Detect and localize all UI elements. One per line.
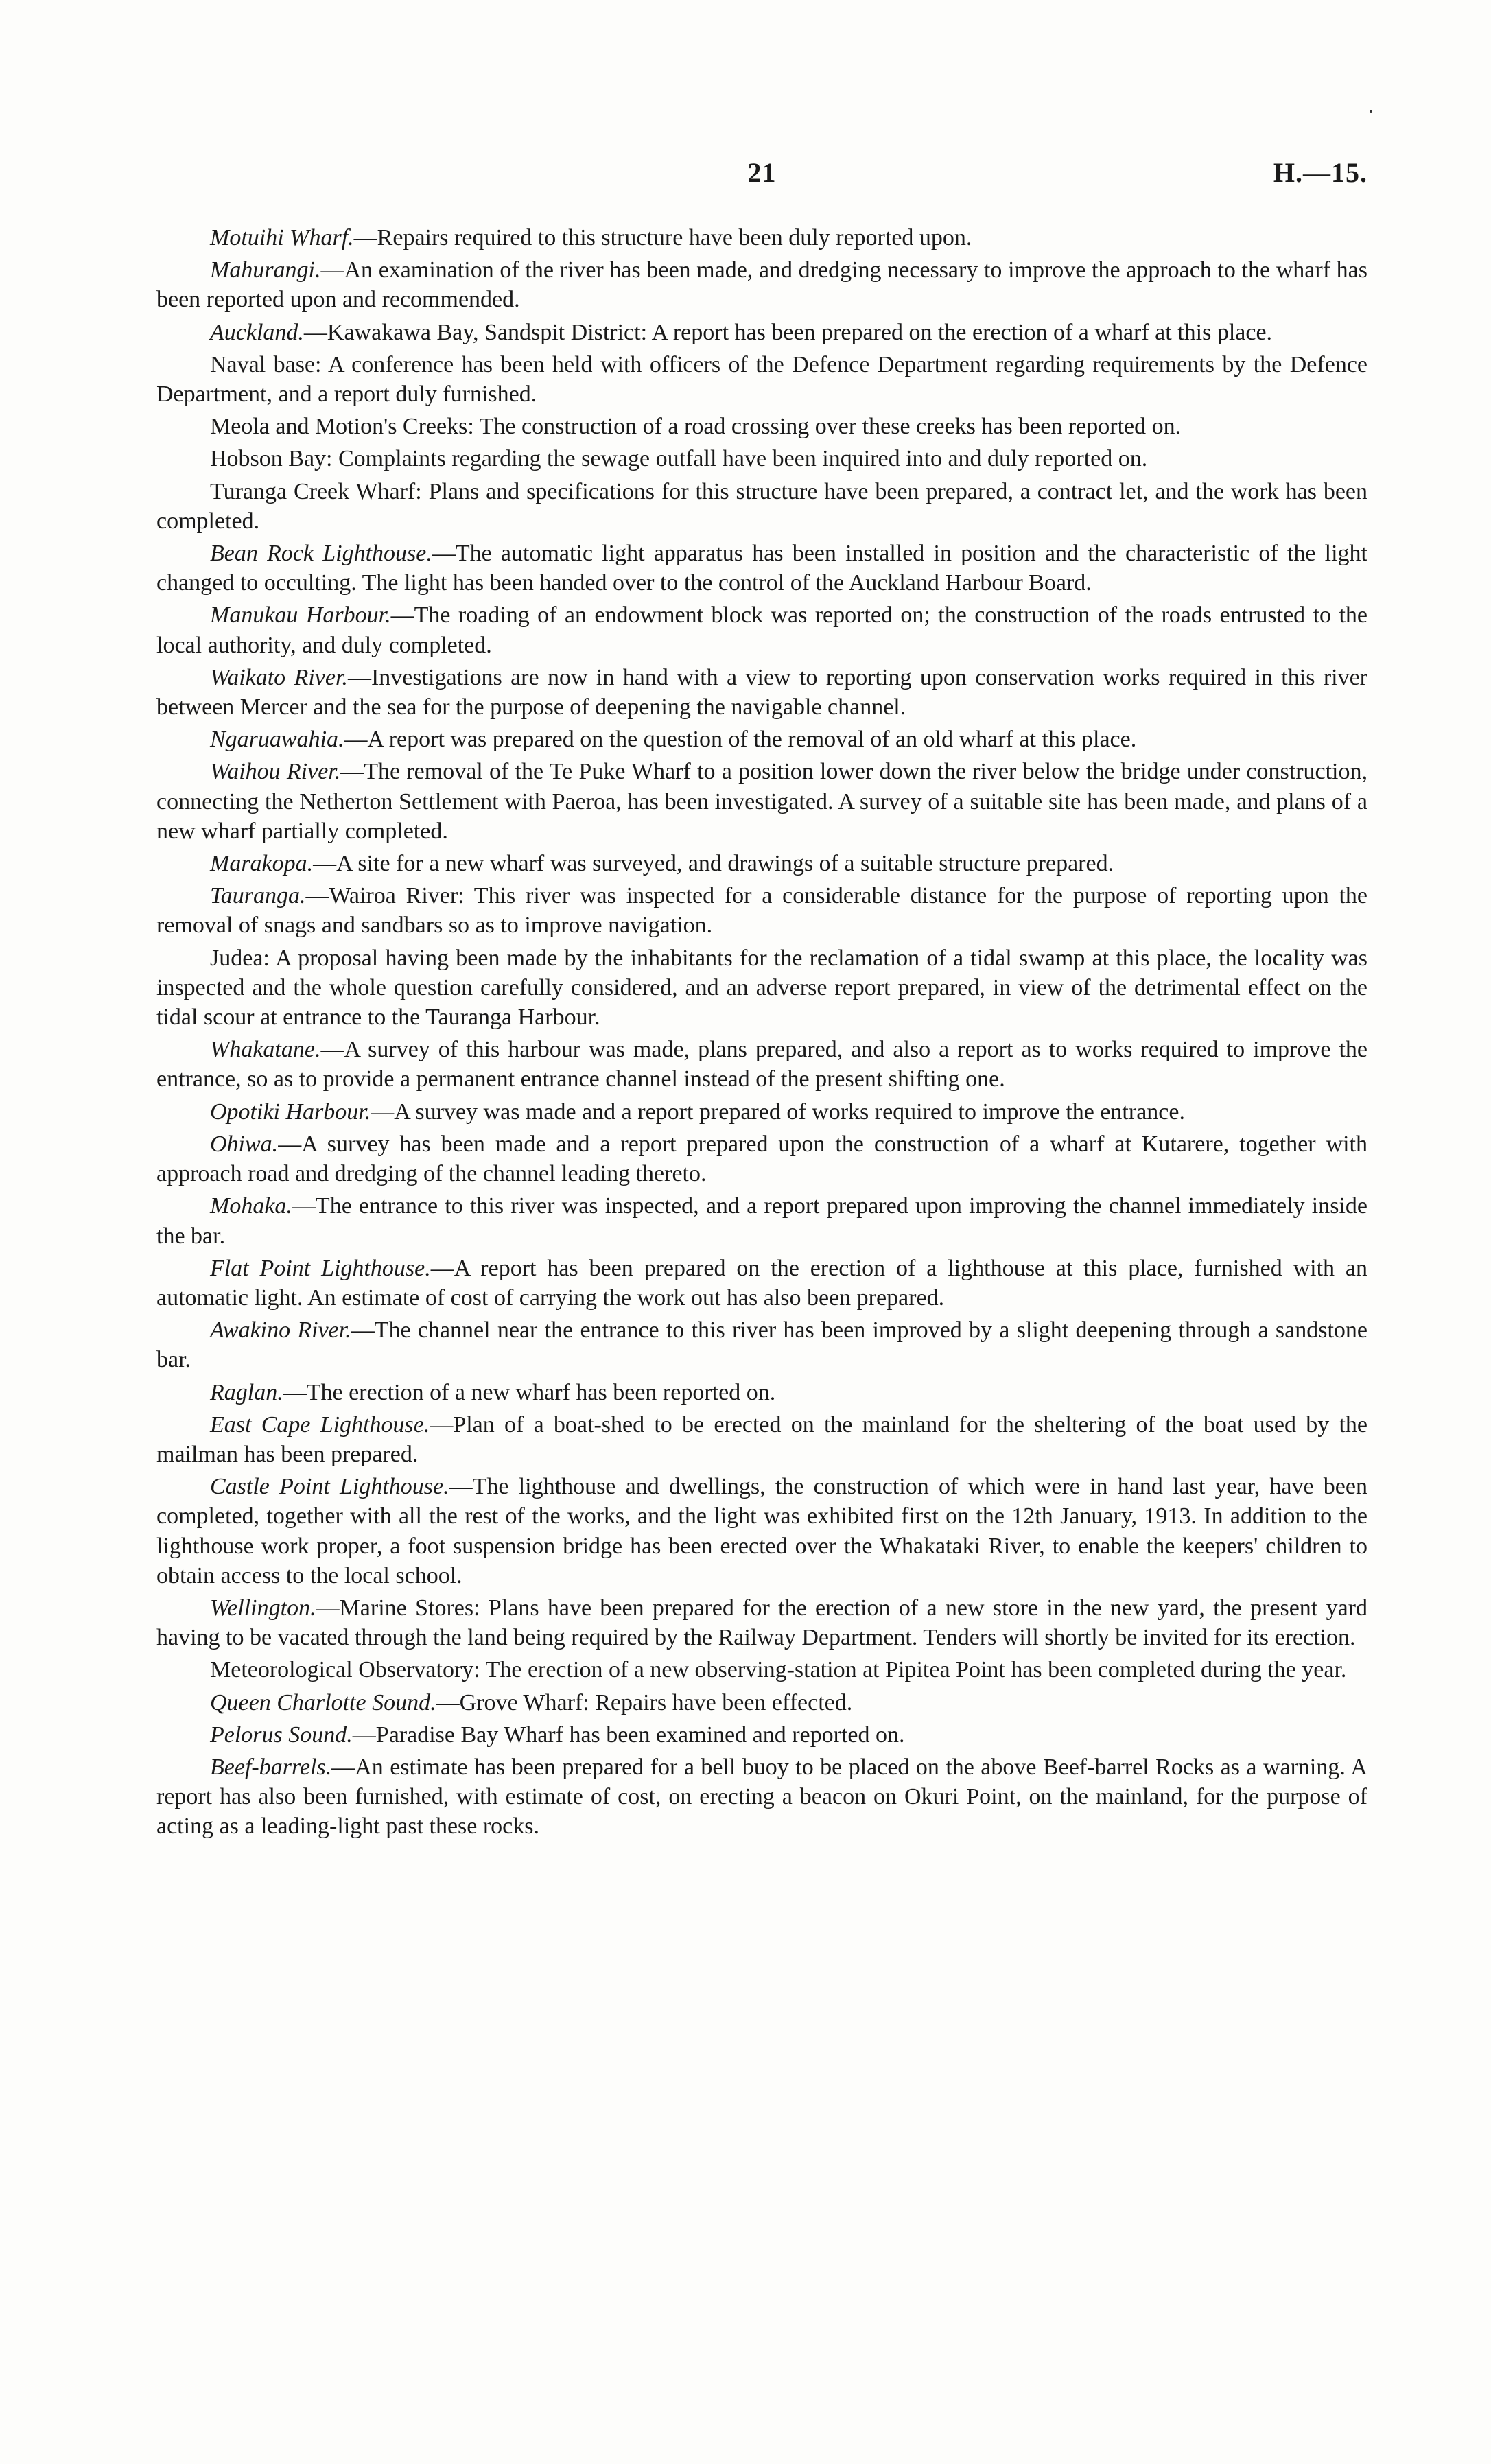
paragraph-text: —A survey has been made and a report prepared upon the construction of a wharf at Kutarere, together with approach road and dredging of the channel leading thereto. [156,1131,1367,1187]
paragraph-heading: Beef-barrels. [210,1754,332,1780]
paragraph-text: —Wairoa River: This river was inspected for a considerable distance for the purpose of reporting upon the removal of snags and sandbars so as to improve navigation. [156,883,1367,939]
paragraph-heading: Auckland. [210,319,304,345]
paragraph [156,350,1367,409]
paragraph [156,1472,1367,1591]
paragraph-text: —An estimate has been prepared for a bell buoy to be placed on the above Beef-barrel Rocks as a warning. A report has also been furnished, with estimate of cost, on erecting a beacon on Okuri Point, on the mainland, for the purpose of acting as a leading-light past these rocks. [156,1754,1367,1840]
paragraph [156,477,1367,536]
paragraph-heading: Awakino River. [210,1317,351,1344]
paragraph-text: —The automatic light apparatus has been installed in position and the characteristic of the light changed to occulting. The light has been handed over to the control of the Auckland Harbour Board. [156,541,1367,596]
paragraph-text: —A report was prepared on the question of the removal of an old wharf at this place. [344,727,1137,753]
paragraph-heading: East Cape Lighthouse. [210,1411,430,1438]
paragraph [156,1655,1367,1685]
paragraph-heading: Mahurangi. [210,257,321,283]
paragraph-text: Meola and Motion's Creeks: The construction of a road crossing over these creeks has been reported on. [210,414,1182,440]
paragraph-heading: Mohaka. [210,1193,292,1219]
paragraph [156,757,1367,846]
paragraph [156,1254,1367,1313]
paragraph-heading: Whakatane. [210,1037,321,1063]
paragraph [156,412,1367,441]
paragraph [156,881,1367,940]
paragraph-text: Naval base: A conference has been held with officers of the Defence Department regarding requirements by the Defence Department, and a report duly furnished. [156,351,1367,408]
paragraph-heading: Waikato River. [210,664,348,690]
paragraph-text: —The erection of a new wharf has been reported on. [283,1379,776,1405]
paragraph [156,1688,1367,1717]
paragraph [156,663,1367,722]
paragraph-text: —The roading of an endowment block was reported on; the construction of the roads entrusted to the local authority, and duly completed. [156,602,1367,658]
paragraph-heading: Ngaruawahia. [210,727,344,753]
paragraph [156,600,1367,659]
paragraph [156,1720,1367,1750]
report-body [156,223,1367,1844]
paragraph-heading: Bean Rock Lighthouse. [210,541,432,567]
paragraph-text: —A survey was made and a report prepared of works required to improve the entrance. [371,1099,1185,1125]
paragraph [156,444,1367,473]
paragraph-text: —Paradise Bay Wharf has been examined and reported on. [352,1722,905,1748]
paragraph-heading: Flat Point Lighthouse. [210,1255,431,1281]
paragraph-heading: Ohiwa. [210,1131,279,1157]
paragraph-text: Meteorological Observatory: The erection of a new observing-station at Pipitea Point has been completed during the year. [210,1657,1347,1683]
paragraph-text: —Marine Stores: Plans have been prepared for the erection of a new store in the new yard, the present yard having to be vacated through the land being required by the Railway Department. Tenders will shortly be invited for its erection. [156,1595,1367,1651]
paragraph [156,1410,1367,1469]
paragraph-text: —A survey of this harbour was made, plans prepared, and also a report as to works required to improve the entrance, so as to provide a permanent entrance channel instead of the present shifting one. [156,1037,1367,1092]
paragraph-heading: Pelorus Sound. [210,1722,353,1748]
paragraph-text: —Grove Wharf: Repairs have been effected. [436,1689,853,1715]
scan-speck [1370,110,1372,113]
paragraph-text: —The channel near the entrance to this river has been improved by a slight deepening through a sandstone bar. [156,1317,1367,1373]
paragraph-heading: Waihou River. [210,759,341,785]
paragraph [156,849,1367,878]
paragraph [156,1752,1367,1842]
page-number: 21 [747,157,777,188]
paragraph-heading: Raglan. [210,1379,283,1405]
paragraph [156,1593,1367,1652]
paragraph [156,255,1367,314]
paragraph [156,943,1367,1033]
paragraph-text: —Plan of a boat-shed to be erected on the mainland for the sheltering of the boat used by the mailman has been prepared. [156,1411,1367,1467]
paragraph-text: —The entrance to this river was inspected, and a report prepared upon improving the channel immediately inside the bar. [156,1193,1367,1249]
paragraph-text: Hobson Bay: Complaints regarding the sewage outfall have been inquired into and duly reported on. [210,446,1148,472]
paragraph [156,1097,1367,1127]
paragraph-text: —Repairs required to this structure have been duly reported upon. [353,225,972,250]
paragraph-text: —An examination of the river has been made, and dredging necessary to improve the approach to the wharf has been reported upon and recommended. [156,257,1367,313]
paragraph-heading: Castle Point Lighthouse. [210,1474,449,1500]
paragraph-text: —A site for a new wharf was surveyed, and drawings of a suitable structure prepared. [313,851,1114,877]
paragraph [156,725,1367,754]
paragraph-text: Judea: A proposal having been made by the inhabitants for the reclamation of a tidal swamp at this place, the locality was inspected and the whole question carefully considered, and an adverse report prepared, in view of the detrimental effect on the tidal scour at entrance to the Tauranga Harbour. [156,945,1367,1031]
page-header [156,156,1367,198]
paragraph [156,1378,1367,1407]
document-reference: H.—15. [1273,157,1367,188]
paragraph-heading: Wellington. [210,1595,316,1621]
paragraph-heading: Opotiki Harbour. [210,1099,371,1125]
paragraph-heading: Marakopa. [210,851,314,877]
paragraph-text: Turanga Creek Wharf: Plans and specifications for this structure have been prepared, a contract let, and the work has been completed. [156,478,1367,534]
paragraph-text: —Investigations are now in hand with a view to reporting upon conservation works required in this river between Mercer and the sea for the purpose of deepening the navigable channel. [156,664,1367,720]
paragraph [156,1035,1367,1094]
paragraph-heading: Motuihi Wharf. [210,225,354,250]
paragraph [156,1191,1367,1250]
paragraph-heading: Tauranga. [210,883,306,909]
paragraph-heading: Queen Charlotte Sound. [210,1689,436,1715]
paragraph [156,223,1367,253]
paragraph-text: —A report has been prepared on the erection of a lighthouse at this place, furnished with an automatic light. An estimate of cost of carrying the work out has also been prepared. [156,1255,1367,1311]
paragraph-text: —Kawakawa Bay, Sandspit District: A report has been prepared on the erection of a wharf at this place. [303,319,1273,345]
paragraph [156,1129,1367,1188]
paragraph-text: —The lighthouse and dwellings, the construction of which were in hand last year, have been completed, together with all the rest of the works, and the light was exhibited first on the 12th January, 1913. In addition to the lighthouse work proper, a foot suspension bridge has been erected over the Whakataki River, to enable the keepers' children to obtain access to the local school. [156,1474,1367,1588]
paragraph-heading: Manukau Harbour. [210,602,391,629]
paragraph [156,1315,1367,1374]
paragraph-text: —The removal of the Te Puke Wharf to a position lower down the river below the bridge under construction, connecting the Netherton Settlement with Paeroa, has been investigated. A survey of a suitable site has been made, and plans of a new wharf partially completed. [156,759,1367,844]
paragraph [156,318,1367,347]
paragraph [156,539,1367,598]
